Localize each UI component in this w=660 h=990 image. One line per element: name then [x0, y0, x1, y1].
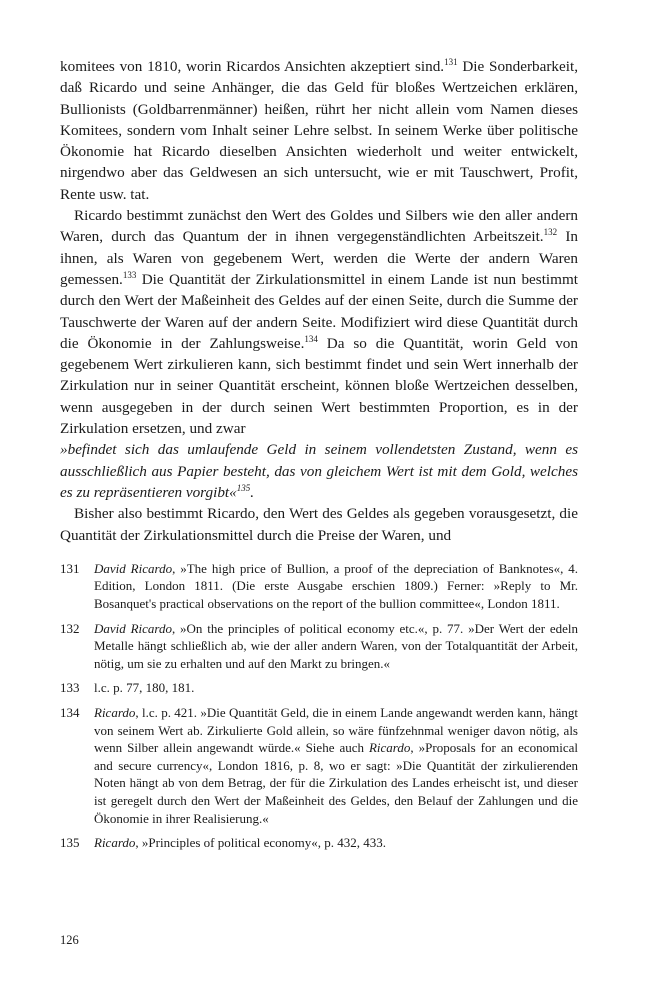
block-quote [60, 439, 578, 503]
footnote-135 [60, 834, 578, 852]
author-name: Ricardo [368, 740, 411, 756]
main-text [60, 56, 578, 546]
text-run: komitees von 1810, worin Ricardos Ansichten akzeptiert sind. [60, 58, 445, 75]
author-name: Ricardo [94, 835, 136, 851]
text-run: »befindet sich das umlaufende Geld in seinem vollendetsten Zustand, wenn es ausschließlich aus Papier besteht, das von gleichem Wert ist mit dem Gold, welches es zu repräsentieren vorgibt« [60, 441, 578, 501]
paragraph-3 [60, 503, 578, 546]
text-run: , »On the principles of political economy etc.«, p. 77. »Der Wert der edeln Metalle hängt schließlich ab, wie der aller andern Waren, von der Totalquantität der Arbeit, nötig, um sie zu erhalten und auf den Markt zu bringen.« [94, 620, 578, 671]
footnote-number: 134 [60, 704, 80, 720]
footnote-text [94, 679, 578, 697]
paragraph-2 [60, 205, 578, 439]
text-run: Die Quantität der Zirkulationsmittel in einem Lande ist nun bestimmt durch den Wert der Maßeinheit des Geldes auf der einen Seite, durch die Summe der Tauschwerte der Waren auf der andern Seite. Modifiziert wird diese Quantität durch die Ökonomie in der Zahlungsweise. [60, 270, 578, 352]
text-run: Die Sonderbarkeit, daß Ricardo und seine Anhänger, die das Geld für bloßes Wertzeichen erklären, Bullionists (Goldbarrenmänner) heißen, rührt her nicht allein vom Namen dieses Komitees, sondern vom Inhalt seiner Lehre selbst. In seinem Werke über politische Ökonomie hat Ricardo dieselben Ansichten wiederholt und weiter entwickelt, nirgendwo aber das Geldwesen an sich untersucht, wie er mit Tauschwert, Profit, Rente usw. tat. [60, 58, 578, 203]
footnote-ref: 134 [304, 333, 318, 344]
author-name: David Ricardo [94, 560, 173, 576]
footnote-number: 131 [60, 560, 80, 576]
book-page [60, 56, 578, 859]
footnote-number: 133 [60, 680, 80, 696]
text-run: Ricardo bestimmt zunächst den Wert des Goldes und Silbers wie den aller andern Waren, durch das Quantum der in ihnen vergegenständlichten Arbeitszeit. [60, 207, 578, 246]
author-name: Ricardo [94, 704, 136, 720]
text-run: , l.c. p. 421. »Die Quantität Geld, die in einem Lande angewandt werden kann, hängt von seinem Wert ab. Zirkulierte Gold allein, so wäre fünfzehnmal weniger davon nötig, als wenn Silber allein angewandt würde.« Siehe auch [94, 704, 578, 756]
footnote-133 [60, 679, 578, 697]
text-run: , »Principles of political economy«, p. 432, 433. [135, 835, 386, 851]
footnote-ref: 133 [122, 269, 137, 280]
footnote-text [94, 704, 578, 827]
text-run: In ihnen, als Waren von gegebenem Wert, werden die Werte der andern Waren gemessen. [60, 228, 578, 288]
text-run: . [250, 483, 255, 501]
footnote-132 [60, 620, 578, 673]
text-run: Bisher also bestimmt Ricardo, den Wert des Geldes als gegeben vorausgesetzt, die Quantität der Zirkulationsmittel durch die Preise der Waren, und [60, 505, 578, 544]
footnote-number: 135 [60, 835, 80, 851]
footnote-131 [60, 560, 578, 613]
page-number: 126 [60, 933, 79, 947]
paragraph-1 [60, 56, 578, 205]
author-name: David Ricardo [94, 620, 172, 636]
footnote-134 [60, 704, 578, 827]
footnote-number: 132 [60, 620, 80, 636]
footnotes [60, 560, 578, 852]
footnote-text [94, 620, 578, 673]
footnote-ref: 131 [444, 56, 458, 67]
footnote-ref: 135 [236, 482, 251, 493]
footnote-text [94, 560, 578, 613]
text-run: Da so die Quantität, worin Geld von gegebenem Wert zirkulieren kann, sich bestimmt findet und sein Wert innerhalb der Zirkulation nur in seiner Quantität erscheint, können bloße Wertzeichen desselben, wenn ausgegeben in der durch seinen Wert bestimmten Proportion, es in der Zirkulation ersetzen, und zwar [60, 334, 578, 438]
text-run: , »Proposals for an economical and secure currency«, London 1816, p. 8, wo er sagt: »Die Quantität der zirkulierenden Noten hängt ab von dem Betrag, der für die Zirkulation des Landes erheischt ist, und dieser ist geregelt durch den Wert der Maßeinheit des Geldes, den Belauf der Zahlungen und die Ökonomie in ihrer Realisierung.« [94, 740, 578, 826]
footnote-text [94, 834, 578, 852]
text-run: l.c. p. 77, 180, 181. [94, 680, 195, 696]
text-run: , »The high price of Bullion, a proof of the depreciation of Banknotes«, 4. Edition, London 1811. (Die erste Ausgabe erschien 1809.) Ferner: »Reply to Mr. Bosanquet's practical observations on the report of the bullion committee«, London 1811. [94, 560, 579, 612]
footnote-ref: 132 [543, 227, 558, 238]
